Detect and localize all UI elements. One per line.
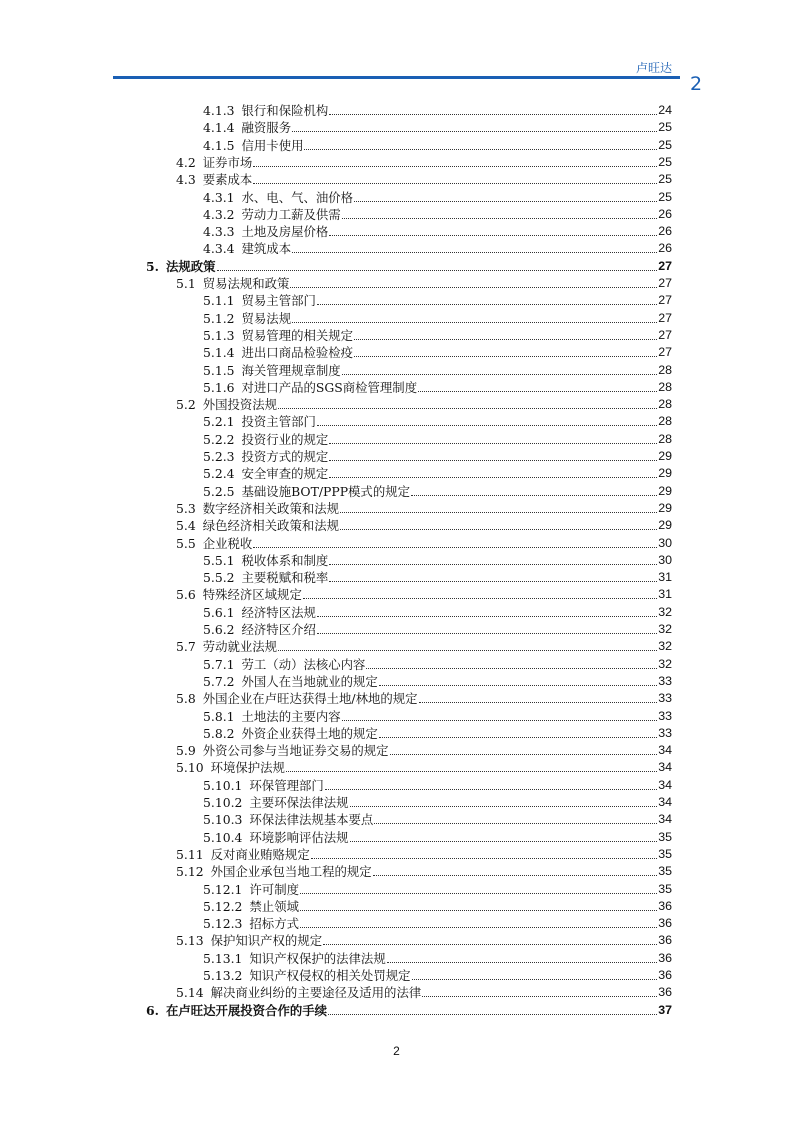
- toc-entry[interactable]: [203, 881, 672, 898]
- toc-entry-number: 5.13: [176, 933, 204, 949]
- toc-entry-page: 36: [658, 985, 672, 1000]
- toc-entry-title: 许可制度: [249, 881, 299, 897]
- toc-entry-page: 34: [658, 760, 672, 775]
- toc-leader-dots: [340, 516, 657, 530]
- toc-entry-number: 4.1.4: [203, 120, 235, 136]
- toc-entry[interactable]: [203, 829, 672, 846]
- toc-entry-page: 27: [658, 293, 672, 308]
- toc-entry-title: 安全审查的规定: [241, 466, 329, 482]
- toc-entry-number: 4.3.4: [203, 241, 235, 257]
- toc-entry-page: 28: [658, 379, 672, 394]
- toc-entry[interactable]: [176, 500, 672, 517]
- toc-entry-title: 贸易管理的相关规定: [241, 327, 354, 343]
- toc-entry[interactable]: [203, 725, 672, 742]
- toc-entry-number: 5.2: [176, 397, 196, 413]
- toc-entry-title: 环境保护法规: [210, 760, 285, 776]
- toc-entry-page: 35: [658, 829, 672, 844]
- toc-leader-dots: [422, 983, 657, 997]
- toc-entry-title: 企业税收: [202, 535, 253, 551]
- toc-entry-number: 5.2.3: [203, 449, 235, 464]
- toc-entry-title: 主要税赋和税率: [241, 570, 329, 586]
- toc-entry[interactable]: [176, 759, 672, 776]
- toc-entry[interactable]: [203, 794, 672, 811]
- toc-entry-number: 5.2.2: [203, 431, 235, 447]
- toc-entry[interactable]: [176, 535, 672, 552]
- toc-entry-title: 土地法的主要内容: [241, 708, 341, 724]
- toc-entry-number: 5.6: [176, 587, 196, 603]
- toc-entry[interactable]: [146, 1002, 672, 1019]
- toc-entry[interactable]: [203, 413, 672, 430]
- toc-entry-number: 4.3.3: [203, 224, 235, 240]
- toc-entry-title: 对进口产品的SGS商检管理制度: [241, 379, 418, 395]
- toc-entry[interactable]: [203, 119, 672, 136]
- toc-leader-dots: [292, 309, 657, 323]
- toc-entry-title: 主要环保法律法规: [249, 795, 349, 810]
- toc-entry-page: 34: [658, 812, 672, 827]
- toc-entry-title: 绿色经济相关政策和法规: [202, 518, 340, 534]
- toc-entry-page: 35: [658, 864, 672, 879]
- toc-entry[interactable]: [176, 275, 672, 292]
- toc-entry-title: 经济特区法规: [241, 604, 316, 620]
- toc-leader-dots: [253, 534, 657, 548]
- toc-entry-page: 32: [658, 656, 672, 671]
- toc-entry-title: 法规政策: [165, 258, 216, 274]
- toc-entry-title: 外国企业承包当地工程的规定: [210, 864, 372, 880]
- toc-entry[interactable]: [203, 811, 672, 828]
- toc-leader-dots: [278, 395, 657, 409]
- toc-entry-number: 5.5: [176, 535, 196, 551]
- toc-entry-title: 反对商业贿赂规定: [210, 846, 310, 862]
- toc-entry-page: 34: [658, 777, 672, 792]
- toc-entry-number: 5.10.3: [203, 812, 243, 828]
- toc-entry-page: 28: [658, 397, 672, 412]
- toc-entry-number: 5.1: [176, 276, 196, 291]
- toc-entry-number: 5.1.6: [203, 379, 235, 395]
- toc-leader-dots: [253, 170, 657, 184]
- toc-leader-dots: [300, 897, 657, 911]
- toc-entry-title: 解决商业纠纷的主要途径及适用的法律: [210, 985, 422, 1001]
- toc-entry-page: 27: [658, 310, 672, 325]
- toc-entry-title: 贸易法规和政策: [202, 276, 290, 291]
- toc-entry-title: 劳动就业法规: [202, 639, 278, 655]
- chapter-number: 2: [690, 73, 703, 95]
- toc-entry-page: 25: [658, 154, 672, 169]
- toc-entry[interactable]: [203, 379, 672, 396]
- toc-entry-page: 25: [658, 172, 672, 187]
- toc-entry-page: 27: [658, 327, 672, 342]
- toc-entry-number: 4.3.1: [203, 189, 235, 205]
- toc-entry-number: 5.2.1: [203, 414, 235, 430]
- toc-leader-dots: [328, 1001, 657, 1015]
- toc-entry-page: 34: [658, 795, 672, 809]
- toc-entry[interactable]: [176, 932, 672, 949]
- toc-entry-title: 海关管理规章制度: [241, 362, 341, 378]
- page-number: 2: [393, 1044, 400, 1058]
- toc-entry-number: 5.10: [176, 760, 204, 776]
- toc-leader-dots: [303, 585, 657, 599]
- toc-entry-title: 贸易主管部门: [241, 293, 316, 309]
- toc-entry-page: 32: [658, 604, 672, 619]
- toc-leader-dots: [286, 758, 657, 772]
- toc-entry-number: 5.7.2: [203, 673, 235, 689]
- toc-leader-dots: [418, 378, 657, 392]
- toc-entry-number: 5.12.3: [203, 916, 243, 932]
- toc-entry-page: 36: [658, 950, 672, 965]
- toc-entry-page: 26: [658, 224, 672, 239]
- toc-entry-page: 31: [658, 570, 672, 585]
- toc-entry-page: 27: [658, 345, 672, 360]
- toc-entry[interactable]: [203, 137, 672, 154]
- toc-leader-dots: [329, 551, 657, 565]
- toc-entry-title: 环保管理部门: [249, 777, 324, 793]
- toc-leader-dots: [300, 880, 657, 894]
- toc-leader-dots: [354, 188, 657, 202]
- toc-entry-title: 外国人在当地就业的规定: [241, 673, 378, 689]
- toc-entry[interactable]: [203, 915, 672, 932]
- toc-entry-number: 5.12.2: [203, 898, 243, 914]
- toc-entry-title: 进出口商品检验检疫: [241, 345, 354, 361]
- toc-entry-number: 5.13.1: [203, 950, 243, 966]
- toc-entry[interactable]: [203, 465, 672, 482]
- toc-entry-title: 劳动力工薪及供需: [241, 206, 341, 222]
- toc-entry-page: 26: [658, 206, 672, 221]
- toc-entry[interactable]: [203, 310, 672, 327]
- toc-entry-number: 5.5.1: [203, 552, 235, 568]
- toc-leader-dots: [379, 672, 657, 686]
- toc-leader-dots: [311, 845, 657, 859]
- toc-entry-title: 环境影响评估法规: [249, 829, 349, 845]
- toc-entry-number: 5.10.1: [203, 777, 243, 793]
- toc-entry-title: 要素成本: [202, 172, 253, 188]
- toc-leader-dots: [329, 447, 657, 461]
- toc-entry-page: 25: [658, 137, 672, 152]
- header-rule: [113, 76, 680, 79]
- toc-leader-dots: [350, 828, 658, 842]
- toc-entry-number: 5.14: [176, 985, 204, 1001]
- toc-entry[interactable]: [176, 396, 672, 413]
- toc-entry[interactable]: [203, 569, 672, 586]
- toc-leader-dots: [300, 914, 657, 928]
- toc-entry[interactable]: [203, 206, 672, 223]
- toc-entry-page: 32: [658, 622, 672, 636]
- toc-leader-dots: [373, 862, 658, 876]
- toc-entry-title: 外资企业获得土地的规定: [241, 725, 378, 741]
- toc-entry-title: 招标方式: [249, 916, 299, 932]
- toc-leader-dots: [374, 810, 657, 824]
- toc-entry[interactable]: [203, 344, 672, 361]
- toc-leader-dots: [253, 153, 657, 167]
- toc-entry-title: 劳工（动）法核心内容: [241, 656, 366, 672]
- toc-leader-dots: [292, 118, 657, 132]
- toc-entry-page: 33: [658, 708, 672, 723]
- toc-entry-page: 25: [658, 120, 672, 135]
- toc-entry-number: 5.9: [176, 743, 196, 759]
- toc-entry[interactable]: [176, 154, 672, 171]
- toc-entry-page: 29: [658, 500, 672, 515]
- toc-entry-title: 土地及房屋价格: [241, 224, 329, 240]
- toc-entry-number: 5.12: [176, 864, 204, 880]
- toc-entry-number: 5.1.5: [203, 362, 235, 378]
- toc-entry-page: 29: [658, 483, 672, 498]
- toc-entry[interactable]: [176, 517, 672, 534]
- toc-entry[interactable]: [203, 604, 672, 621]
- toc-entry[interactable]: [176, 171, 672, 188]
- toc-entry[interactable]: [203, 777, 672, 794]
- toc-entry[interactable]: [203, 673, 672, 690]
- toc-entry-number: 4.3.2: [203, 206, 235, 222]
- toc-entry-number: 6.: [146, 1002, 159, 1018]
- toc-entry-title: 贸易法规: [241, 310, 292, 326]
- toc-entry-title: 税收体系和制度: [241, 552, 329, 568]
- toc-entry[interactable]: [203, 362, 672, 379]
- toc-entry-number: 5.5.2: [203, 570, 235, 586]
- toc-entry-title: 投资方式的规定: [241, 449, 329, 464]
- toc-entry-title: 外国企业在卢旺达获得土地/林地的规定: [202, 691, 418, 707]
- toc-entry-title: 外国投资法规: [202, 397, 278, 413]
- toc-entry[interactable]: [203, 483, 672, 500]
- toc-entry-number: 5.10.4: [203, 829, 243, 845]
- toc-entry-number: 4.1.3: [203, 103, 235, 118]
- toc-entry-page: 27: [658, 258, 672, 273]
- toc-entry-number: 4.2: [176, 154, 196, 170]
- toc-entry[interactable]: [176, 984, 672, 1001]
- toc-entry-number: 5.13.2: [203, 968, 243, 983]
- toc-entry-page: 31: [658, 587, 672, 602]
- toc-entry[interactable]: [203, 621, 672, 638]
- toc-entry[interactable]: [203, 552, 672, 569]
- toc-entry[interactable]: [203, 898, 672, 915]
- toc-entry-title: 信用卡使用: [241, 137, 304, 153]
- toc-entry-title: 投资主管部门: [241, 414, 316, 430]
- toc-entry[interactable]: [146, 258, 672, 275]
- toc-entry-page: 29: [658, 518, 672, 533]
- toc-entry-title: 建筑成本: [241, 241, 292, 257]
- toc-leader-dots: [340, 499, 657, 513]
- toc-entry-number: 4.1.5: [203, 137, 235, 153]
- toc-leader-dots: [304, 136, 657, 150]
- toc-entry[interactable]: [203, 708, 672, 725]
- toc-entry-title: 投资行业的规定: [241, 431, 329, 447]
- toc-entry-number: 5.3: [176, 500, 196, 516]
- toc-leader-dots: [379, 724, 657, 738]
- toc-leader-dots: [329, 222, 657, 236]
- toc-entry[interactable]: [176, 638, 672, 655]
- toc-entry-title: 银行和保险机构: [241, 103, 329, 118]
- toc-entry-page: 26: [658, 241, 672, 256]
- toc-leader-dots: [342, 361, 658, 375]
- toc-entry-page: 33: [658, 691, 672, 706]
- toc-leader-dots: [390, 741, 658, 755]
- toc-leader-dots: [366, 655, 657, 669]
- toc-entry-title: 保护知识产权的规定: [210, 933, 323, 949]
- toc-entry[interactable]: [203, 950, 672, 967]
- toc-entry-page: 29: [658, 449, 672, 463]
- toc-entry-number: 5.12.1: [203, 881, 243, 897]
- toc-entry-page: 33: [658, 673, 672, 688]
- toc-entry-page: 36: [658, 968, 672, 982]
- toc-entry-page: 27: [658, 276, 672, 290]
- toc-entry-page: 29: [658, 466, 672, 481]
- toc-entry-title: 证券市场: [202, 154, 253, 170]
- toc-leader-dots: [419, 689, 658, 703]
- toc-leader-dots: [292, 239, 657, 253]
- toc-entry-number: 5.6.2: [203, 622, 235, 637]
- toc-leader-dots: [317, 291, 657, 305]
- toc-entry-number: 5.1.2: [203, 310, 235, 326]
- toc-entry-number: 5.1.4: [203, 345, 235, 361]
- toc-entry[interactable]: [203, 448, 672, 465]
- toc-entry-page: 28: [658, 414, 672, 429]
- toc-entry-number: 5.7.1: [203, 656, 235, 672]
- toc-entry[interactable]: [176, 690, 672, 707]
- toc-leader-dots: [317, 412, 657, 426]
- toc-entry-title: 在卢旺达开展投资合作的手续: [165, 1002, 328, 1018]
- toc-entry-title: 融资服务: [241, 120, 292, 136]
- toc-entry-number: 5.10.2: [203, 795, 243, 810]
- toc-entry-title: 知识产权保护的法律法规: [249, 950, 386, 966]
- toc-entry-title: 禁止领域: [249, 898, 299, 914]
- toc-leader-dots: [317, 620, 657, 634]
- toc-entry[interactable]: [203, 240, 672, 257]
- toc-entry[interactable]: [203, 431, 672, 448]
- toc-entry[interactable]: [203, 102, 672, 119]
- toc-leader-dots: [317, 603, 657, 617]
- header-title: 卢旺达: [635, 61, 672, 75]
- toc-entry-page: 34: [658, 743, 672, 758]
- toc-leader-dots: [342, 205, 658, 219]
- toc-leader-dots: [278, 637, 657, 651]
- toc-entry-page: 36: [658, 933, 672, 948]
- toc-entry[interactable]: [203, 223, 672, 240]
- toc-leader-dots: [325, 776, 657, 790]
- toc-entry-number: 5.8: [176, 691, 196, 707]
- toc-leader-dots: [354, 343, 657, 357]
- toc-entry-number: 5.7: [176, 639, 196, 655]
- toc-entry-page: 28: [658, 431, 672, 446]
- toc-leader-dots: [329, 101, 657, 115]
- toc-entry-title: 特殊经济区域规定: [202, 587, 302, 603]
- toc-entry-title: 经济特区介绍: [241, 622, 316, 637]
- toc-entry-number: 5.1.1: [203, 293, 235, 309]
- toc-entry-page: 25: [658, 189, 672, 204]
- toc-entry[interactable]: [176, 742, 672, 759]
- toc-entry-number: 5.2.4: [203, 466, 235, 482]
- toc-entry-number: 5.: [146, 258, 159, 274]
- toc-entry-title: 外资公司参与当地证券交易的规定: [202, 743, 389, 759]
- toc-leader-dots: [411, 482, 657, 496]
- toc-entry[interactable]: [176, 586, 672, 603]
- toc-entry[interactable]: [203, 327, 672, 344]
- toc-leader-dots: [329, 464, 657, 478]
- toc-entry-number: 5.11: [176, 846, 204, 862]
- toc-entry-page: 32: [658, 639, 672, 654]
- toc-entry-number: 4.3: [176, 172, 196, 188]
- toc-leader-dots: [354, 326, 657, 340]
- toc-entry-page: 28: [658, 362, 672, 377]
- toc-entry-page: 37: [658, 1002, 672, 1017]
- toc-entry-title: 知识产权侵权的相关处罚规定: [249, 968, 411, 983]
- toc-leader-dots: [350, 793, 658, 807]
- toc-entry-page: 30: [658, 552, 672, 567]
- toc-leader-dots: [329, 430, 657, 444]
- toc-leader-dots: [323, 931, 657, 945]
- toc-entry[interactable]: [176, 846, 672, 863]
- toc-entry-page: 36: [658, 916, 672, 931]
- toc-entry[interactable]: [203, 967, 672, 984]
- toc-entry[interactable]: [203, 656, 672, 673]
- toc-entry-number: 5.8.2: [203, 725, 235, 741]
- toc-entry-number: 5.8.1: [203, 708, 235, 724]
- toc-entry-title: 环保法律法规基本要点: [249, 812, 374, 828]
- toc-entry-page: 30: [658, 535, 672, 550]
- toc-entry-number: 5.6.1: [203, 604, 235, 620]
- toc-leader-dots: [412, 966, 658, 980]
- toc-leader-dots: [342, 707, 658, 721]
- toc-entry-page: 35: [658, 881, 672, 896]
- toc-entry-number: 5.4: [176, 518, 196, 534]
- toc-entry-number: 5.2.5: [203, 483, 235, 499]
- toc-entry-page: 36: [658, 898, 672, 913]
- toc-leader-dots: [387, 949, 657, 963]
- toc-entry[interactable]: [176, 863, 672, 880]
- toc-entry-number: 5.1.3: [203, 327, 235, 343]
- toc-entry[interactable]: [203, 189, 672, 206]
- toc-entry-page: 33: [658, 725, 672, 740]
- toc-entry-title: 基础设施BOT/PPP模式的规定: [241, 483, 410, 499]
- toc-leader-dots: [290, 274, 657, 288]
- toc-entry-page: 24: [658, 103, 672, 117]
- toc-entry-title: 数字经济相关政策和法规: [202, 500, 340, 516]
- toc-entry-title: 水、电、气、油价格: [241, 189, 354, 205]
- toc-entry-page: 35: [658, 846, 672, 861]
- toc-leader-dots: [329, 568, 657, 582]
- toc-leader-dots: [217, 257, 658, 271]
- toc-entry[interactable]: [203, 292, 672, 309]
